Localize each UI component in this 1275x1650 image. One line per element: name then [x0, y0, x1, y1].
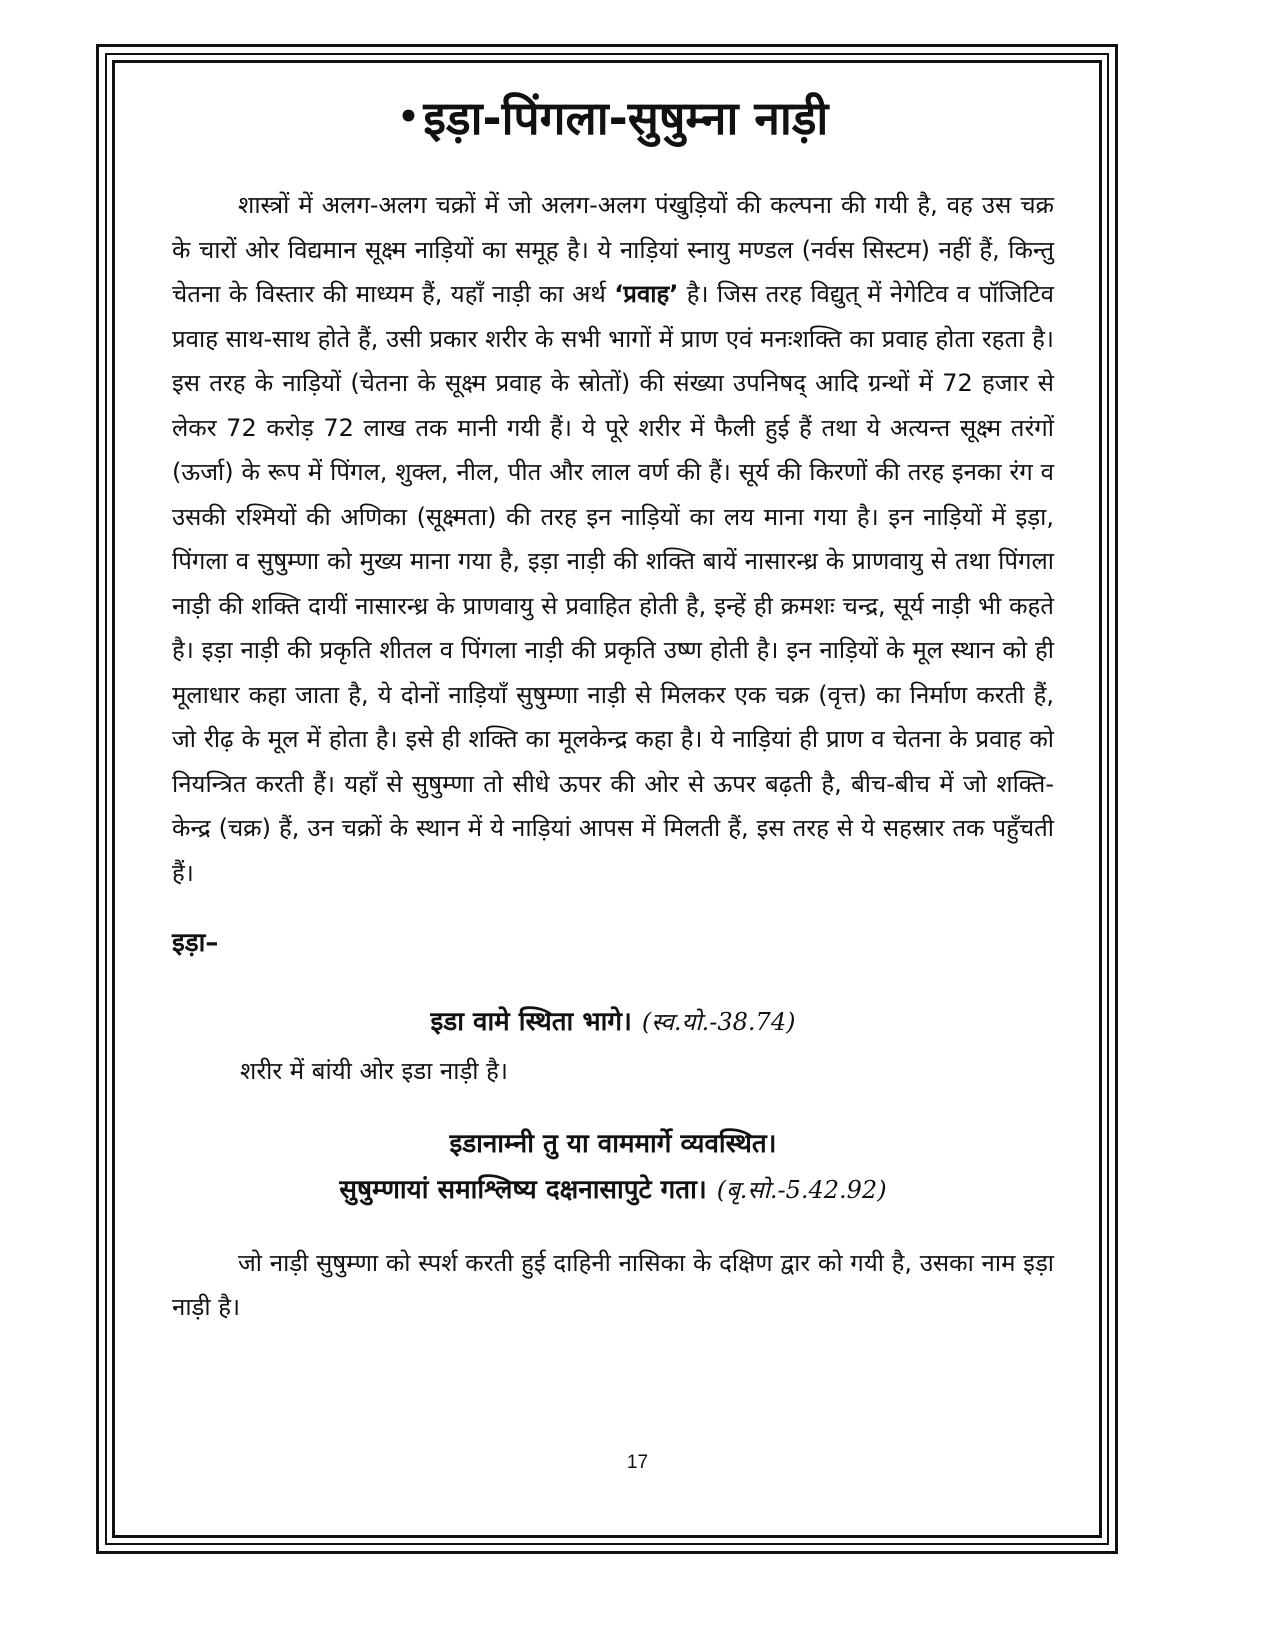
- verse-1-text: इडा वामे स्थिता भागे।: [430, 1007, 632, 1037]
- intro-text-1: शास्त्रों में अलग-अलग चक्रों में जो अलग-अलग पंखुड़ियों की कल्पना की गयी है, वह उस चक्र के चारों ओर विद्यमान सूक्ष्म नाड़ियों का समूह है। ये नाड़ियां स्नायु मण्डल (नर्वस सिस्टम) नहीं हैं, किन्तु चेतना के विस्तार की माध्यम हैं, यहाँ नाड़ी का अर्थ: [172, 191, 1054, 308]
- title-text: इड़ा-पिंगला-सुषुम्ना नाड़ी: [423, 91, 829, 145]
- verse-2-reference: (बृ.सो.-5.42.92): [716, 1176, 887, 1204]
- verse-2-line-2: [172, 1167, 1054, 1213]
- verse-2-line-2-text: सुषुम्णायां समाश्लिष्य दक्षनासापुटे गता।: [339, 1175, 707, 1205]
- verse-1: [172, 999, 1054, 1045]
- intro-bold-term: ‘प्रवाह’: [614, 280, 679, 308]
- page-content: [172, 82, 1054, 1329]
- verse-1-meaning: शरीर में बांयी ओर इडा नाड़ी है।: [240, 1057, 508, 1085]
- verse-1-reference: (स्व.यो.-38.74): [641, 1008, 796, 1036]
- intro-paragraph: [172, 183, 1054, 895]
- page-title: [172, 82, 1054, 153]
- closing-paragraph: जो नाड़ी सुषुम्णा को स्पर्श करती हुई दाहिनी नासिका के दक्षिण द्वार को गयी है, उसका नाम इड़ा नाड़ी है।: [172, 1249, 1054, 1321]
- intro-text-2: है। जिस तरह विद्युत् में नेगेटिव व पॉजिटिव प्रवाह साथ-साथ होते हैं, उसी प्रकार शरीर के सभी भागों में प्राण एवं मनःशक्ति का प्रवाह होता रहता है। इस तरह के नाड़ियों (चेतना के सूक्ष्म प्रवाह के स्रोतों) की संख्या उपनिषद् आदि ग्रन्थों में 72 हजार से लेकर 72 करोड़ 72 लाख तक मानी गयी हैं। ये पूरे शरीर में फैली हुई हैं तथा ये अत्यन्त सूक्ष्म तरंगों (ऊर्जा) के रूप में पिंगल, शुक्ल, नील, पीत और लाल वर्ण की हैं। सूर्य की किरणों की तरह इनका रंग व उसकी रश्मियों की अणिका (सूक्ष्मता) की तरह इन नाड़ियों का लय माना गया है। इन नाड़ियों में इड़ा, पिंगला व सुषुम्णा को मुख्य माना गया है, इड़ा नाड़ी की शक्ति बायें नासारन्ध्र के प्राणवायु से तथा पिंगला नाड़ी की शक्ति दायीं नासारन्ध्र के प्राणवायु से प्रवाहित होती है, इन्हें ही क्रमशः चन्द्र, सूर्य नाड़ी भी कहते है। इड़ा नाड़ी की प्रकृति शीतल व पिंगला नाड़ी की प्रकृति उष्ण होती है। इन नाड़ियों के मूल स्थान को ही मूलाधार कहा जाता है, ये दोनों नाड़ियाँ सुषुम्णा नाड़ी से मिलकर एक चक्र (वृत्त) का निर्माण करती हैं, जो रीढ़ के मूल में होता है। इसे ही शक्ति का मूलकेन्द्र कहा है। ये नाड़ियां ही प्राण व चेतना के प्रवाह को नियन्त्रित करती हैं। यहाँ से सुषुम्णा तो सीधे ऊपर की ओर से ऊपर बढ़ती है, बीच-बीच में जो शक्ति-केन्द्र (चक्र) हैं, उन चक्रों के स्थान में ये नाड़ियां आपस में मिलती हैं, इस तरह से ये सहस्रार तक पहुँचती हैं।: [172, 280, 1054, 887]
- title-bullet: •: [397, 97, 420, 137]
- verse-2-line-1: इडानाम्नी तु या वाममार्गे व्यवस्थित।: [449, 1129, 777, 1159]
- section-heading: इड़ा–: [172, 928, 219, 958]
- page-number: 17: [626, 1452, 649, 1473]
- verse-2: [172, 1121, 1054, 1213]
